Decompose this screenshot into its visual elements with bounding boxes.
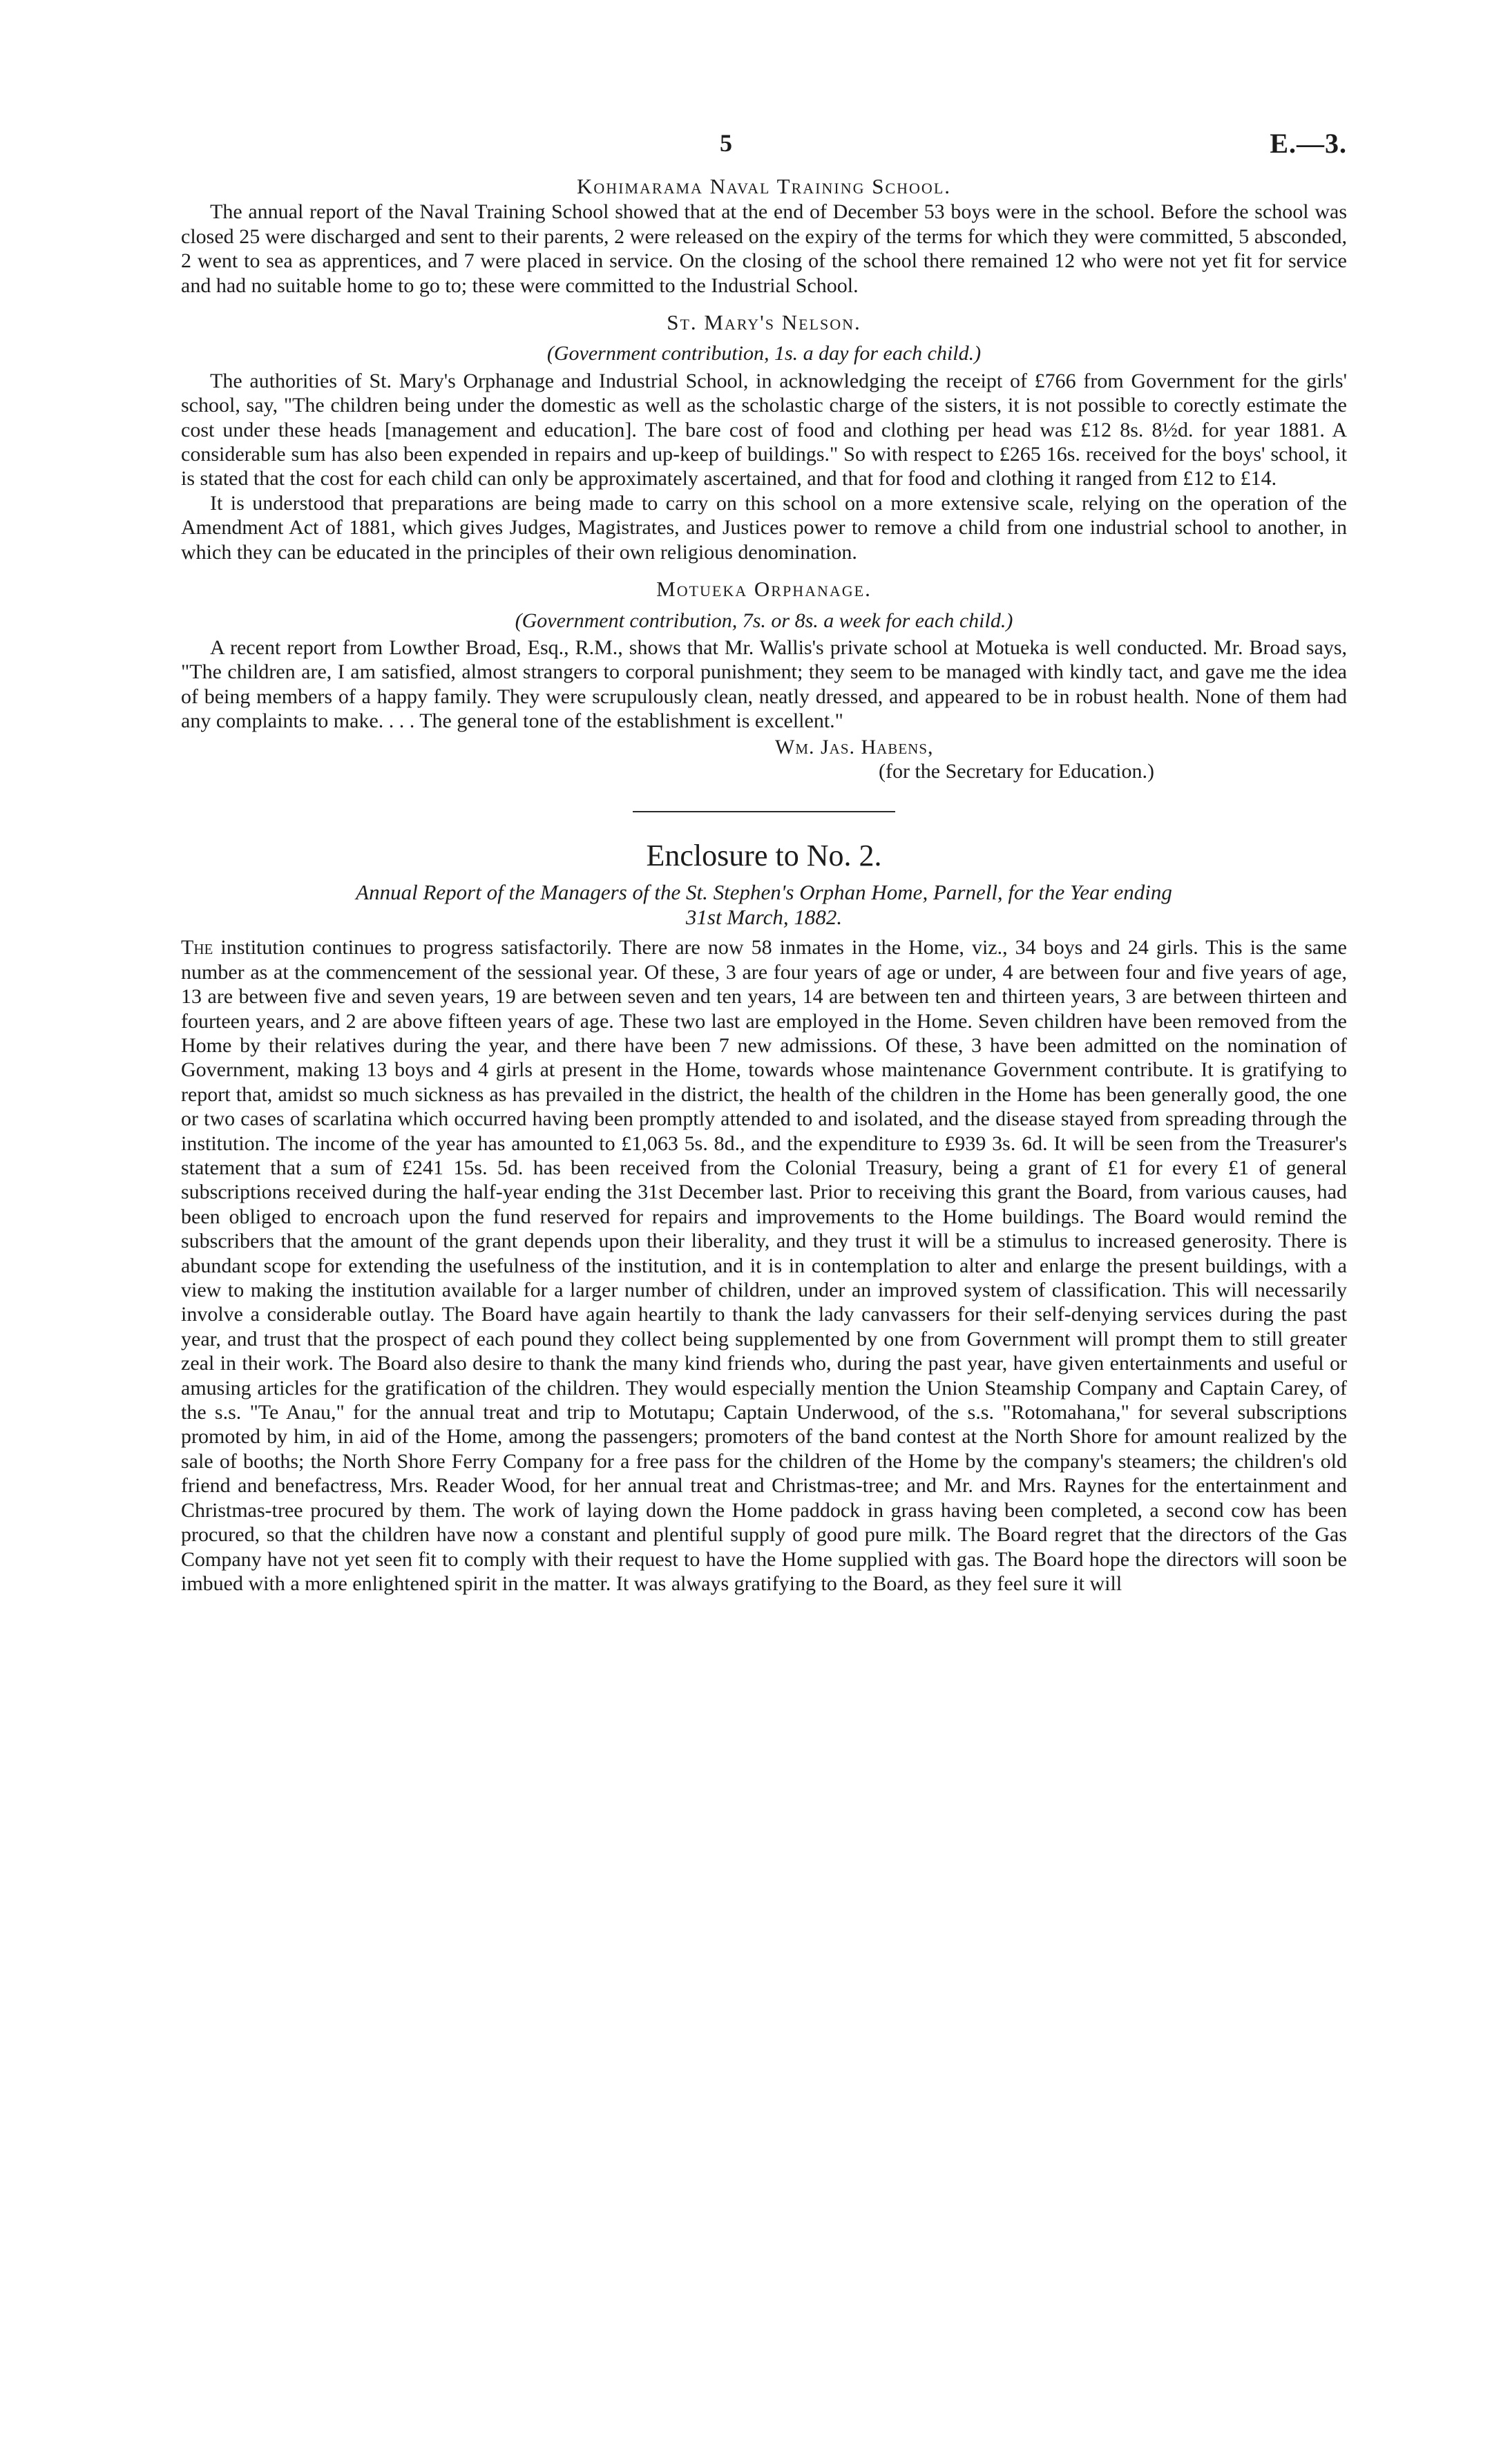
kohimarama-section: [181, 174, 1347, 298]
paragraph: The annual report of the Naval Training School showed that at the end of December 53 boys were in the school. Before the school was closed 25 were discharged and sent to their parents, 2 were released on the expiry of the terms for which they were committed, 5 absconded, 2 went to sea as apprentices, and 7 were placed in service. On the closing of the school there remained 12 who were not yet fit for service and had no suitable home to go to; these were committed to the Industrial School.: [181, 200, 1347, 297]
section-heading: St. Mary's Nelson.: [667, 310, 861, 335]
document-page: [181, 128, 1347, 1596]
page-header: [181, 128, 1347, 174]
signature-block: [775, 735, 1347, 784]
report-title-line: 31st March, 1882.: [685, 905, 843, 930]
page-number: 5: [720, 129, 732, 157]
contribution-note: (Government contribution, 1s. a day for each child.): [546, 342, 982, 365]
contribution-note: (Government contribution, 7s. or 8s. a week for each child.): [515, 609, 1013, 632]
report-body-text: institution continues to progress satisfactorily. There are now 58 inmates in the Home, viz., 34 boys and 24 girls. This is the same number as at the commencement of the sessional year. Of these, 3 are four years of age or under, 4 are between four and five years of age, 13 are between five and seven years, 19 are between seven and ten years, 14 are between ten and thirteen years, 3 are between thirteen and fourteen years, and 2 are above fifteen years of age. These two last are employed in the Home. Seven children have been removed from the Home by their relatives during the year, and there have been 7 new admissions. Of these, 3 have been admitted on the nomination of Government, making 13 boys and 4 girls at present in the Home, towards whose maintenance Government contribute. It is gratifying to report that, amidst so much sickness as has prevailed in the district, the health of the children in the Home has been generally good, the one or two cases of scarlatina which occurred having been promptly attended to and isolated, and the disease stayed from spreading through the institution. The income of the year has amounted to £1,063 5s. 8d., and the expenditure to £939 3s. 6d. It will be seen from the Treasurer's statement that a sum of £241 15s. 5d. has been received from the Colonial Treasury, being a grant of £1 for every £1 of general subscriptions received during the half-year ending the 31st December last. Prior to receiving this grant the Board, from various causes, had been obliged to encroach upon the fund reserved for repairs and improvements to the Home buildings. The Board would remind the subscribers that the amount of the grant depends upon their liberality, and they trust it will be a stimulus to increased generosity. There is abundant scope for extending the usefulness of the institution, and it is in contemplation to alter and enlarge the present buildings, with a view to making the institution available for a larger number of children, under an improved system of classification. This will necessarily involve a considerable outlay. The Board have again heartily to thank the lady canvassers for their self-denying services during the past year, and trust that the prospect of each pound they collect being supplemented by one from Government will prompt them to still greater zeal in their work. The Board also desire to thank the many kind friends who, during the past year, have given entertainments and useful or amusing articles for the gratification of the children. They would especially mention the Union Steamship Company and Captain Carey, of the s.s. "Te Anau," for the annual treat and trip to Motutapu; Captain Underwood, of the s.s. "Rotomahana," for several subscriptions promoted by him, in aid of the Home, among the passengers; promoters of the band contest at the North Shore for amount realized by the sale of booths; the North Shore Ferry Company for a free pass for the children of the Home by the company's steamers; the children's old friend and benefactress, Mrs. Reader Wood, for her annual treat and Christmas-tree; and Mr. and Mrs. Raynes for the entertainment and Christmas-tree procured by them. The work of laying down the Home paddock in grass having been completed, a second cow has been procured, so that the children have now a constant and plentiful supply of good pure milk. The Board regret that the directors of the Gas Company have not yet seen fit to comply with their request to have the Home supplied with gas. The Board hope the directors will soon be imbued with a more enlightened spirit in the matter. It was always gratifying to the Board, as they feel sure it will: [181, 936, 1347, 1595]
report-body: [181, 935, 1347, 1596]
motueka-section: [181, 577, 1347, 733]
paragraph: The authorities of St. Mary's Orphanage and Industrial School, in acknowledging the receipt of £766 from Government for the girls' school, say, "The children being under the domestic as well as the scholastic charge of the sisters, it is not possible to corectly estimate the cost under these heads [management and education]. The bare cost of food and clothing per head was £12 8s. 8½d. for year 1881. A considerable sum has also been expended in repairs and up-keep of buildings." So with respect to £265 16s. received for the boys' school, it is stated that the cost for each child can only be approximately ascertained, and that for food and clothing it ranged from £12 to £14.: [181, 369, 1347, 490]
signatory-role: (for the Secretary for Education.): [879, 759, 1154, 783]
paragraph: A recent report from Lowther Broad, Esq., R.M., shows that Mr. Wallis's private school at Motueka is well conducted. Mr. Broad says, "The children are, I am satisfied, almost strangers to corporal punishment; they seem to be managed with kindly tact, and gave me the idea of being members of a happy family. They were scrupulously clean, neatly dressed, and appeared to be in robust health. None of them had any complaints to make. . . . The general tone of the establishment is excellent.": [181, 636, 1347, 733]
report-title-line: Annual Report of the Managers of the St. Stephen's Orphan Home, Parnell, for the Year ending: [356, 880, 1172, 905]
st-marys-section: [181, 310, 1347, 564]
lead-word: The: [181, 936, 213, 959]
section-divider: [633, 811, 895, 812]
report-title: [195, 880, 1333, 930]
paragraph: It is understood that preparations are being made to carry on this school on a more extensive scale, relying on the operation of the Amendment Act of 1881, which gives Judges, Magistrates, and Justices power to remove a child from one industrial school to another, in which they can be educated in the principles of their own religious denomination.: [181, 491, 1347, 564]
enclosure-section: [181, 839, 1347, 1596]
section-heading: Kohimarama Naval Training School.: [576, 174, 952, 198]
enclosure-title: Enclosure to No. 2.: [646, 839, 882, 873]
document-code: E.—3.: [1270, 128, 1347, 159]
signatory-name: Wm. Jas. Habens,: [775, 735, 934, 758]
section-heading: Motueka Orphanage.: [656, 577, 872, 602]
